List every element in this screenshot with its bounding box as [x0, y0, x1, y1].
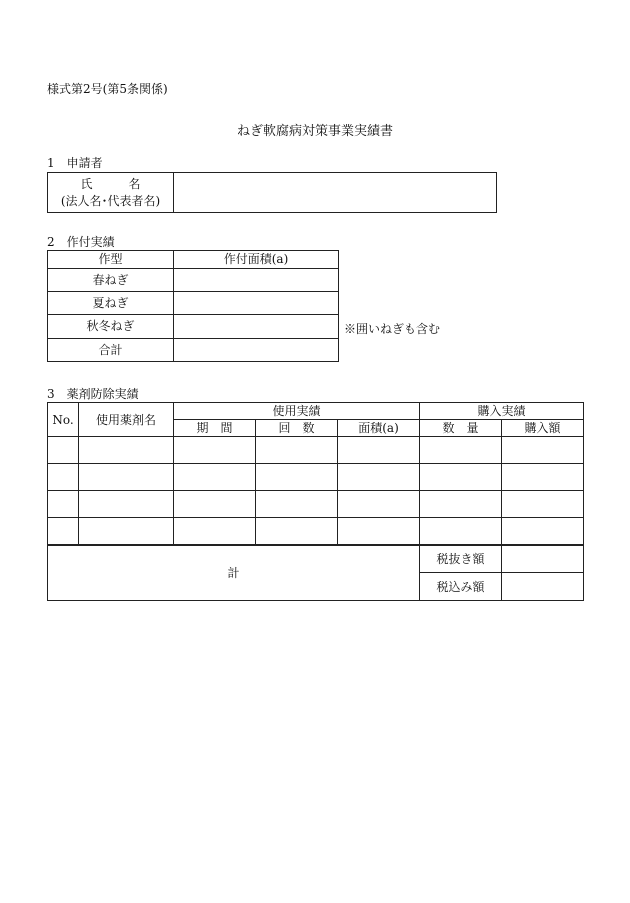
sub-qty-header: 数 量 [420, 420, 502, 437]
section2-heading: 2 作付実績 [47, 235, 115, 249]
usage-group-header: 使用実績 [174, 403, 420, 420]
col-agent-header: 使用薬剤名 [79, 403, 174, 437]
planting-table [47, 250, 339, 362]
area-field-total[interactable] [174, 339, 339, 362]
cell[interactable] [174, 491, 256, 518]
pesticide-table [47, 402, 584, 601]
table-row [48, 491, 584, 518]
table-row [48, 464, 584, 491]
sub-times-header: 回 数 [256, 420, 338, 437]
area-field-spring[interactable] [174, 269, 339, 292]
form-number: 様式第2号(第5条関係) [47, 82, 168, 96]
cell[interactable] [48, 437, 79, 464]
cell[interactable] [502, 491, 584, 518]
applicant-table [47, 172, 497, 213]
tax-incl-field[interactable] [502, 573, 584, 601]
cell[interactable] [48, 491, 79, 518]
area-field-autumn-winter[interactable] [174, 315, 339, 339]
cell[interactable] [420, 518, 502, 545]
cell[interactable] [256, 491, 338, 518]
cell[interactable] [79, 464, 174, 491]
tax-excl-label: 税抜き額 [420, 545, 502, 573]
applicant-name-label [48, 173, 174, 213]
col-area-header: 作付面積(a) [174, 251, 339, 269]
purchase-group-header: 購入実績 [420, 403, 584, 420]
tax-excl-field[interactable] [502, 545, 584, 573]
applicant-name-field[interactable] [174, 173, 497, 213]
cell[interactable] [338, 518, 420, 545]
applicant-name-label-line1: 氏 名 [80, 177, 141, 192]
cell[interactable] [420, 437, 502, 464]
cell[interactable] [256, 464, 338, 491]
col-type-header: 作型 [48, 251, 174, 269]
area-field-summer[interactable] [174, 292, 339, 315]
sub-period-header: 期 間 [174, 420, 256, 437]
sub-area-header: 面積(a) [338, 420, 420, 437]
cell[interactable] [79, 518, 174, 545]
cell[interactable] [420, 464, 502, 491]
cell[interactable] [502, 437, 584, 464]
section3-heading: 3 薬剤防除実績 [47, 387, 139, 401]
row-label-total: 合計 [48, 339, 174, 362]
page-title: ねぎ軟腐病対策事業実績書 [236, 124, 393, 139]
applicant-name-label-line2: (法人名･代表者名) [60, 193, 161, 208]
cell[interactable] [338, 464, 420, 491]
cell[interactable] [502, 518, 584, 545]
cell[interactable] [79, 491, 174, 518]
cell[interactable] [174, 437, 256, 464]
row-label-summer: 夏ねぎ [48, 292, 174, 315]
cell[interactable] [48, 518, 79, 545]
planting-note: ※囲いねぎも含む [344, 322, 441, 336]
table-row [48, 518, 584, 545]
cell[interactable] [174, 464, 256, 491]
total-label: 計 [48, 545, 420, 601]
cell[interactable] [502, 464, 584, 491]
sub-amount-header: 購入額 [502, 420, 584, 437]
cell[interactable] [48, 464, 79, 491]
cell[interactable] [256, 437, 338, 464]
row-label-spring: 春ねぎ [48, 269, 174, 292]
section1-heading: 1 申請者 [47, 156, 103, 170]
row-label-autumn-winter: 秋冬ねぎ [48, 315, 174, 339]
cell[interactable] [174, 518, 256, 545]
cell[interactable] [79, 437, 174, 464]
table-row [48, 437, 584, 464]
cell[interactable] [256, 518, 338, 545]
cell[interactable] [338, 491, 420, 518]
col-no-header: No. [48, 403, 79, 437]
cell[interactable] [338, 437, 420, 464]
cell[interactable] [420, 491, 502, 518]
tax-incl-label: 税込み額 [420, 573, 502, 601]
